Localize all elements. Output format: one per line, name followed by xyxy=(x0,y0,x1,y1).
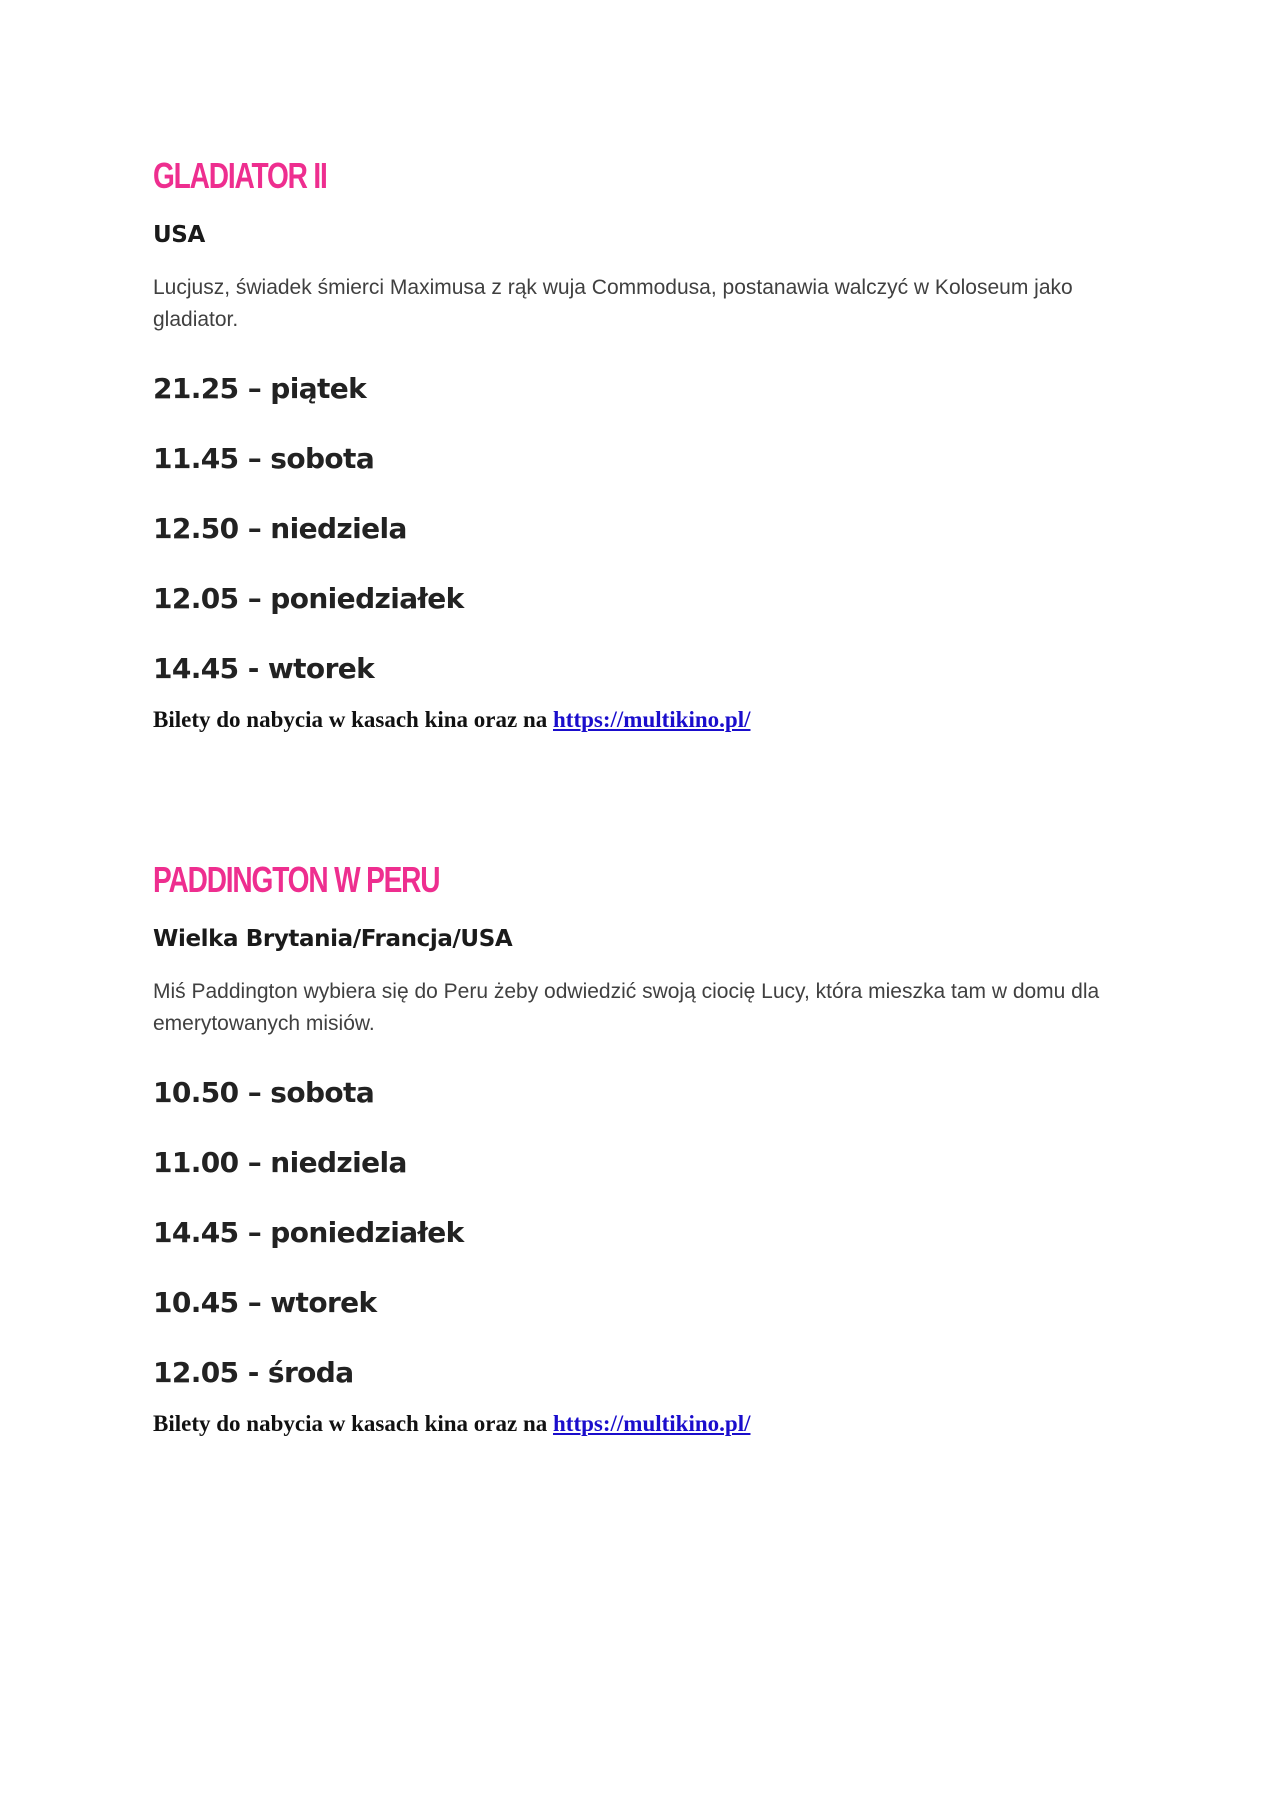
movie-country: Wielka Brytania/Francja/USA xyxy=(153,926,513,952)
movie-title: PADDINGTON W PERU xyxy=(153,859,440,900)
showtimes-list xyxy=(153,1058,1153,1408)
tickets-link[interactable]: https://multikino.pl/ xyxy=(553,707,751,732)
movie-section-gladiator xyxy=(153,152,1153,736)
showtime-item: 12.05 – poniedziałek xyxy=(153,582,464,615)
showtime-item: 10.45 – wtorek xyxy=(153,1286,377,1319)
tickets-info xyxy=(153,1408,1153,1440)
movie-country: USA xyxy=(153,222,205,248)
tickets-text: Bilety do nabycia w kasach kina oraz na xyxy=(153,707,553,732)
tickets-info xyxy=(153,704,1153,736)
tickets-link[interactable]: https://multikino.pl/ xyxy=(553,1411,751,1436)
showtime-item: 12.50 – niedziela xyxy=(153,512,407,545)
showtime-item: 11.45 – sobota xyxy=(153,442,375,475)
movie-description: Miś Paddington wybiera się do Peru żeby odwiedzić swoją ciocię Lucy, która mieszka tam w domu dla emerytowanych misiów. xyxy=(153,980,1100,1035)
showtime-item: 11.00 – niedziela xyxy=(153,1146,407,1179)
movie-description: Lucjusz, świadek śmierci Maximusa z rąk wuja Commodusa, postanawia walczyć w Koloseum jako gladiator. xyxy=(153,276,1073,331)
showtime-item: 10.50 – sobota xyxy=(153,1076,375,1109)
tickets-text: Bilety do nabycia w kasach kina oraz na xyxy=(153,1411,553,1436)
showtime-item: 14.45 – poniedziałek xyxy=(153,1216,464,1249)
showtimes-list xyxy=(153,354,1153,704)
showtime-item: 21.25 – piątek xyxy=(153,372,367,405)
movie-section-paddington xyxy=(153,856,1153,1440)
showtime-item: 14.45 - wtorek xyxy=(153,652,375,685)
showtime-item: 12.05 - środa xyxy=(153,1356,354,1389)
movie-title: GLADIATOR II xyxy=(153,155,327,196)
